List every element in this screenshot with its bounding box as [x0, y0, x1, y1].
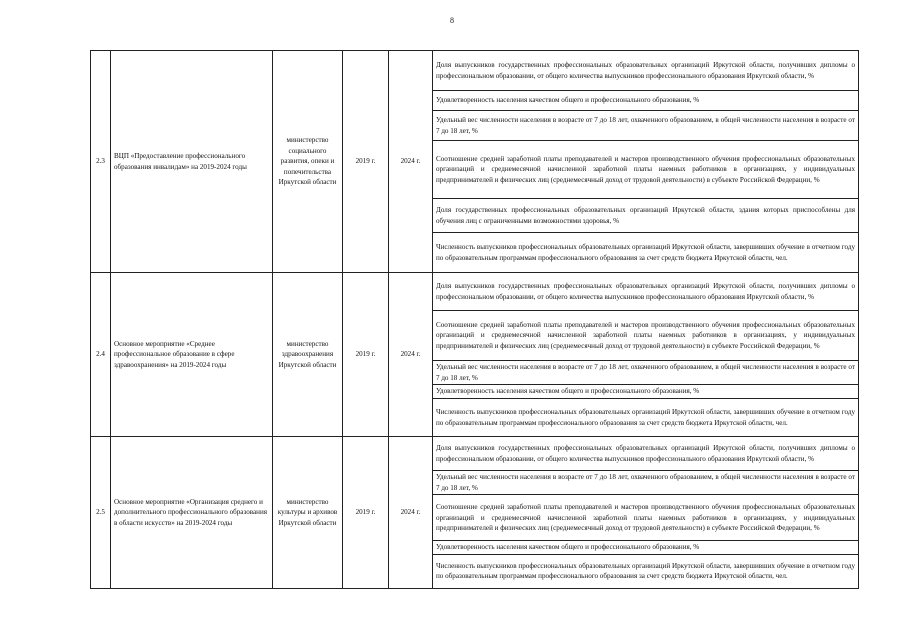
page-number: 8 [450, 16, 454, 25]
indicator: Численность выпускников профессиональных образовательных организаций Иркутской области, завершивших обучение в отчетном году по образовательным программам профессионального образования за счет средств бюджета Иркутской области, чел. [433, 554, 859, 588]
start-year: 2019 г. [343, 51, 389, 273]
start-year: 2019 г. [343, 437, 389, 589]
indicator: Удовлетворенность населения качеством общего и профессионального образования, % [433, 385, 859, 399]
program-table [90, 50, 859, 589]
row-number: 2.3 [91, 51, 111, 273]
event-name: ВЦП «Предоставление профессионального образования инвалидам» на 2019-2024 годы [111, 51, 273, 273]
row-number: 2.5 [91, 437, 111, 589]
table-row [91, 51, 859, 91]
end-year: 2024 г. [389, 273, 433, 437]
indicator: Удельный вес численности населения в возрасте от 7 до 18 лет, охваченного образованием, в общей численности населения в возрасте от 7 до 18 лет, % [433, 471, 859, 495]
end-year: 2024 г. [389, 437, 433, 589]
indicator: Численность выпускников профессиональных образовательных организаций Иркутской области, завершивших обучение в отчетном году по образовательным программам профессионального образования за счет средств бюджета Иркутской области, чел. [433, 233, 859, 273]
indicator: Соотношение средней заработной платы преподавателей и мастеров производственного обучения профессиональных образовательных организаций и среднемесячной начисленной заработной платы наемных работников в организациях, у индивидуальных предпринимателей и физических лиц (среднемесячный доход от трудовой деятельности) в субъекте Российской Федерации, % [433, 311, 859, 361]
indicator: Удельный вес численности населения в возрасте от 7 до 18 лет, охваченного образованием, в общей численности населения в возрасте от 7 до 18 лет, % [433, 361, 859, 385]
row-number: 2.4 [91, 273, 111, 437]
indicator: Удельный вес численности населения в возрасте от 7 до 18 лет, охваченного образованием, в общей численности населения в возрасте от 7 до 18 лет, % [433, 111, 859, 141]
indicator: Доля выпускников государственных профессиональных образовательных организаций Иркутской области, получивших дипломы о профессиональном образовании, от общего количества выпускников профессионального образования Иркутской области, % [433, 437, 859, 471]
indicator: Доля выпускников государственных профессиональных образовательных организаций Иркутской области, получивших дипломы о профессиональном образовании, от общего количества выпускников профессионального образования Иркутской области, % [433, 273, 859, 311]
table-row [91, 437, 859, 471]
event-name: Основное мероприятие «Организация среднего и дополнительного профессионального образования в области искусств» на 2019-2024 годы [111, 437, 273, 589]
indicator: Соотношение средней заработной платы преподавателей и мастеров производственного обучения профессиональных образовательных организаций и среднемесячной начисленной заработной платы наемных работников в организациях, у индивидуальных предпринимателей и физических лиц (среднемесячный доход от трудовой деятельности) в субъекте Российской Федерации, % [433, 141, 859, 199]
executor: министерство здравоохранения Иркутской области [273, 273, 343, 437]
indicator: Численность выпускников профессиональных образовательных организаций Иркутской области, завершивших обучение в отчетном году по образовательным программам профессионального образования за счет средств бюджета Иркутской области, чел. [433, 399, 859, 437]
table-row [91, 273, 859, 311]
indicator: Доля выпускников государственных профессиональных образовательных организаций Иркутской области, получивших дипломы о профессиональном образовании, от общего количества выпускников профессионального образования Иркутской области, % [433, 51, 859, 91]
indicator: Удовлетворенность населения качеством общего и профессионального образования, % [433, 541, 859, 555]
indicator: Соотношение средней заработной платы преподавателей и мастеров производственного обучения профессиональных образовательных организаций и среднемесячной начисленной заработной платы наемных работников в организациях, у индивидуальных предпринимателей и физических лиц (среднемесячный доход от трудовой деятельности) в субъекте Российской Федерации, % [433, 495, 859, 541]
executor: министерство социального развития, опеки и попечительства Иркутской области [273, 51, 343, 273]
indicator: Доля государственных профессиональных образовательных организаций Иркутской области, здания которых приспособлены для обучения лиц с ограниченными возможностями здоровья, % [433, 199, 859, 233]
indicator: Удовлетворенность населения качеством общего и профессионального образования, % [433, 91, 859, 111]
end-year: 2024 г. [389, 51, 433, 273]
start-year: 2019 г. [343, 273, 389, 437]
executor: министерство культуры и архивов Иркутской области [273, 437, 343, 589]
event-name: Основное мероприятие «Среднее профессиональное образование в сфере здравоохранения» на 2019-2024 годы [111, 273, 273, 437]
